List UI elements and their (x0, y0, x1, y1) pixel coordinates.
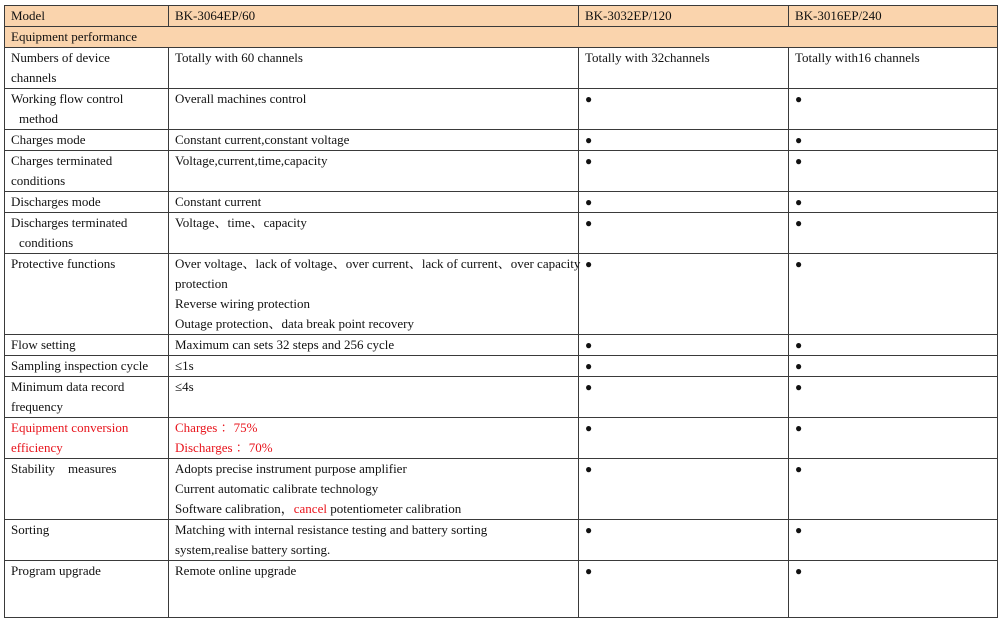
header-bk-3064ep-60: BK-3064EP/60 (169, 6, 579, 27)
bullet-bk-3016ep: ● (789, 151, 998, 192)
row-label: Discharges mode (5, 192, 169, 213)
bullet-bk-3032ep: ● (579, 356, 789, 377)
row-label: Working flow control method (5, 89, 169, 130)
row-value-bk-3064ep: Constant current,constant voltage (169, 130, 579, 151)
row-value-bk-3064ep: Charges ：75% Discharges ：70% (169, 418, 579, 459)
bullet-bk-3016ep: ● (789, 192, 998, 213)
row-value-bk-3064ep: Totally with 60 channels (169, 48, 579, 89)
row-value-bk-3064ep: ≤4s (169, 377, 579, 418)
bullet-bk-3032ep: ● (579, 130, 789, 151)
bullet-bk-3032ep: ● (579, 335, 789, 356)
row-label: Flow setting (5, 335, 169, 356)
row-value-bk-3064ep: Constant current (169, 192, 579, 213)
table-row (5, 213, 998, 254)
row-value-bk-3064ep: Remote online upgrade (169, 561, 579, 618)
row-value-bk-3064ep: Overall machines control (169, 89, 579, 130)
section-title: Equipment performance (5, 27, 998, 48)
table-row (5, 89, 998, 130)
header-bk-3016ep-240: BK-3016EP/240 (789, 6, 998, 27)
bullet-bk-3032ep: ● (579, 192, 789, 213)
row-label: Sampling inspection cycle (5, 356, 169, 377)
row-value-bk-3064ep: ≤1s (169, 356, 579, 377)
bullet-bk-3032ep: ● (579, 418, 789, 459)
row-label: Minimum data record frequency (5, 377, 169, 418)
bullet-bk-3032ep: ● (579, 213, 789, 254)
row-value-bk-3032ep: Totally with 32channels (579, 48, 789, 89)
bullet-bk-3016ep: ● (789, 254, 998, 335)
row-value-bk-3064ep: Over voltage、lack of voltage、over current、lack of current、over capacity protection Reverse wiring protection Outage protection、data break point recovery (169, 254, 579, 335)
spec-table (4, 5, 998, 618)
row-label: Charges mode (5, 130, 169, 151)
bullet-bk-3032ep: ● (579, 89, 789, 130)
table-row (5, 520, 998, 561)
bullet-bk-3016ep: ● (789, 418, 998, 459)
bullet-bk-3032ep: ● (579, 459, 789, 520)
bullet-bk-3016ep: ● (789, 520, 998, 561)
bullet-bk-3032ep: ● (579, 151, 789, 192)
row-label: Numbers of device channels (5, 48, 169, 89)
table-row (5, 418, 998, 459)
table-row (5, 192, 998, 213)
table-row (5, 335, 998, 356)
row-label: Stability measures (5, 459, 169, 520)
row-label: Equipment conversion efficiency (5, 418, 169, 459)
bullet-bk-3016ep: ● (789, 377, 998, 418)
bullet-bk-3032ep: ● (579, 561, 789, 618)
row-value-bk-3064ep: Matching with internal resistance testing and battery sorting system,realise battery sorting. (169, 520, 579, 561)
row-value-bk-3064ep: Adopts precise instrument purpose amplifier Current automatic calibrate technology Software calibration，cancel potentiometer calibration (169, 459, 579, 520)
row-label: Program upgrade (5, 561, 169, 618)
header-bk-3032ep-120: BK-3032EP/120 (579, 6, 789, 27)
bullet-bk-3032ep: ● (579, 377, 789, 418)
header-row (5, 6, 998, 27)
table-row (5, 561, 998, 618)
bullet-bk-3016ep: ● (789, 213, 998, 254)
table-row (5, 459, 998, 520)
row-value-bk-3016ep: Totally with16 channels (789, 48, 998, 89)
section-row (5, 27, 998, 48)
row-label: Discharges terminated conditions (5, 213, 169, 254)
table-row (5, 151, 998, 192)
bullet-bk-3016ep: ● (789, 89, 998, 130)
row-label: Charges terminated conditions (5, 151, 169, 192)
bullet-bk-3032ep: ● (579, 254, 789, 335)
bullet-bk-3016ep: ● (789, 459, 998, 520)
table-row (5, 254, 998, 335)
header-model: Model (5, 6, 169, 27)
bullet-bk-3016ep: ● (789, 561, 998, 618)
row-value-bk-3064ep: Voltage、time、capacity (169, 213, 579, 254)
table-row (5, 356, 998, 377)
bullet-bk-3016ep: ● (789, 335, 998, 356)
row-value-bk-3064ep: Voltage,current,time,capacity (169, 151, 579, 192)
bullet-bk-3016ep: ● (789, 356, 998, 377)
table-row (5, 130, 998, 151)
table-row (5, 48, 998, 89)
row-label: Sorting (5, 520, 169, 561)
bullet-bk-3016ep: ● (789, 130, 998, 151)
row-value-bk-3064ep: Maximum can sets 32 steps and 256 cycle (169, 335, 579, 356)
bullet-bk-3032ep: ● (579, 520, 789, 561)
table-row (5, 377, 998, 418)
row-label: Protective functions (5, 254, 169, 335)
